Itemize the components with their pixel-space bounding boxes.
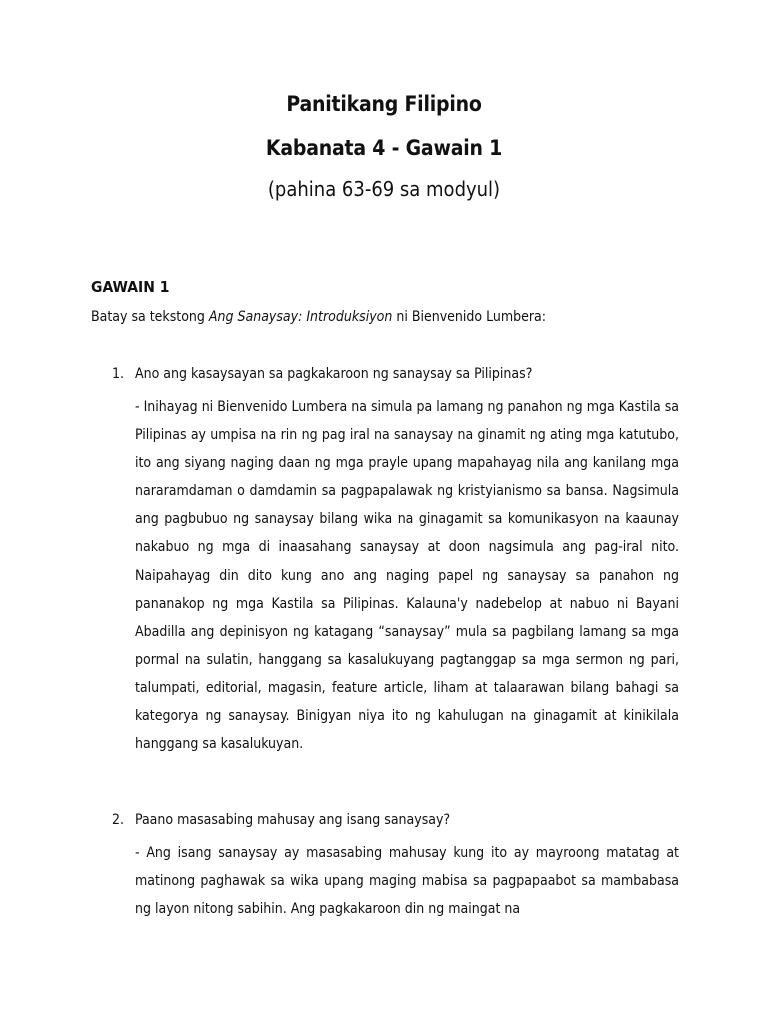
question-text: Ano ang kasaysayan sa pagkakaroon ng sanaysay sa Pilipinas?: [135, 366, 533, 382]
chapter-subtitle: Kabanata 4 - Gawain 1: [265, 136, 503, 160]
question-text: Paano masasabing mahusay ang isang sanaysay?: [135, 812, 451, 828]
intro-work-title: Ang Sanaysay: Introduksiyon: [208, 309, 393, 325]
answer-text: - Inihayag ni Bienvenido Lumbera na simula pa lamang ng panahon ng mga Kastila sa Pilipinas ay umpisa na rin ng pag iral na sanaysay na ginamit ng ating mga katutubo, ito ang siyang naging daan ng mga prayle upang mapahayag nila ang kanilang mga nararamdaman o damdamin sa pagpapalawak ng kristyianismo sa bansa. Nagsimula ang pagbubuo ng sanaysay bilang wika na ginagamit sa komunikasyon na kaaunay nakabuo ng mga di inaasahang sanaysay at doon nagsimula ang pag-iral nito. Naipahayag din dito kung ano ang naging papel ng sanaysay sa panahon ng pananakop ng mga Kastila sa Pilipinas. Kalauna'y nadebelop at nabuo ni Bayani Abadilla ang depinisyon ng katagang “sanaysay” mula sa pagbilang lamang sa mga pormal na sulatin, hanggang sa kasalukuyang pagtanggap sa mga sermon ng pari, talumpati, editorial, magasin, feature article, liham at talaarawan bilang bahagi sa kategorya ng sanaysay. Binigyan niya ito ng kahulugan na ginagamit at kinikilala hanggang sa kasalukuyan.: [135, 399, 679, 753]
intro-prefix: Batay sa tekstong: [91, 309, 209, 325]
question-number: 1.: [112, 366, 125, 382]
question-number: 2.: [112, 812, 125, 828]
section-heading: GAWAIN 1: [91, 278, 170, 296]
answer-text: - Ang isang sanaysay ay masasabing mahusay kung ito ay mayroong matatag at matinong paghawak sa wika upang maging mabisa sa pagpapaabot sa mambabasa ng layon nitong sabihin. Ang pagkakaroon din ng maingat na: [135, 845, 679, 918]
page-range: (pahina 63-69 sa modyul): [267, 177, 501, 201]
document-title: Panitikang Filipino: [286, 92, 482, 116]
intro-suffix: ni Bienvenido Lumbera:: [392, 309, 547, 325]
intro-line: [91, 309, 546, 325]
